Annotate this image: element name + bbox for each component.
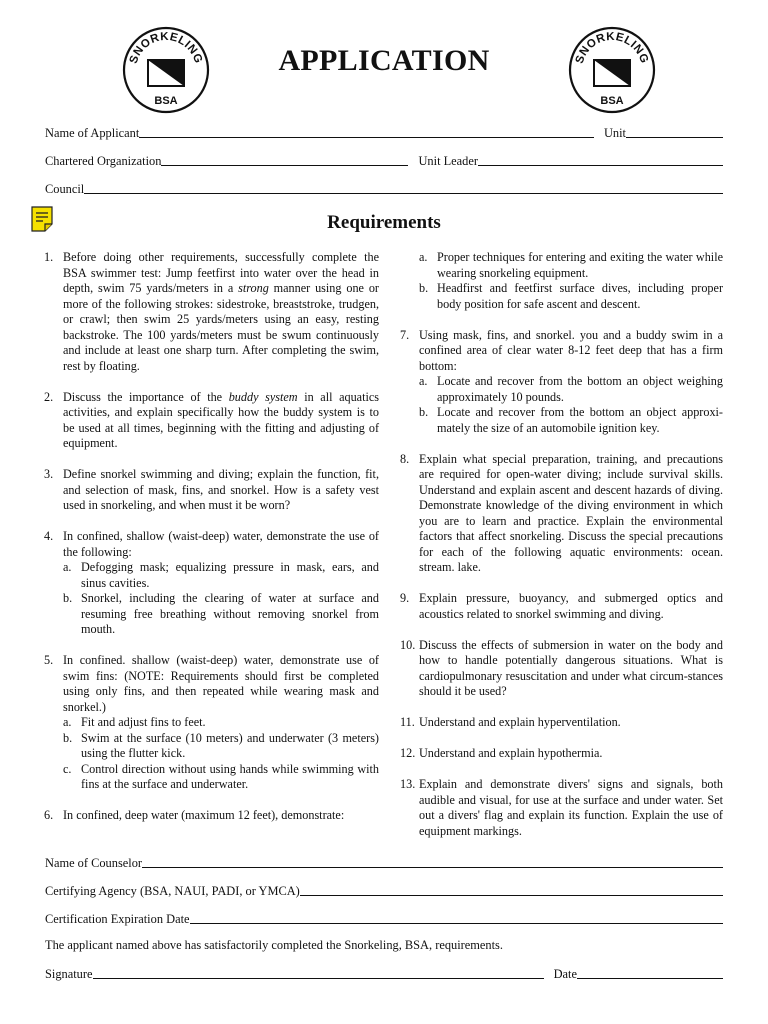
requirement-12: 12. Understand and explain hypothermia. bbox=[400, 746, 603, 760]
requirement-7a: a. Locate and recover from the bottom an object weighing approximately 10 pounds. bbox=[419, 374, 723, 404]
svg-text:SNORKELING: SNORKELING bbox=[127, 30, 205, 66]
requirement-13: 13. Explain and demonstrate divers' signs and signals, both audible and visual, for use at the surface and under water. Set out a divers' flag and explain its function. Explain the use of equipment markings. bbox=[400, 777, 723, 838]
requirement-7b: b. Locate and recover from the bottom an object approxi-mately the size of an automobile ignition key. bbox=[419, 405, 723, 435]
page-title: APPLICATION bbox=[278, 44, 490, 77]
name-of-applicant-label: Name of Applicant bbox=[45, 126, 140, 140]
certifying-agency-label: Certifying Agency (BSA, NAUI, PADI, or YMCA) bbox=[45, 884, 300, 898]
organization-row bbox=[45, 149, 723, 169]
requirement-5b: b. Swim at the surface (10 meters) and underwater (3 meters) using the flutter kick. bbox=[63, 730, 379, 760]
requirement-7: 7. Using mask, fins, and snorkel. you and a buddy swim in a confined area of clear water 8-12 feet deep that has a firm bottom: a. Locate and recover from the bottom an object weighing approximately 10 pounds. b. Locate and recover from the bottom an object approxi-mately the size of an automobile ignition key. bbox=[400, 327, 723, 435]
certification-expiration-field[interactable] bbox=[190, 923, 723, 924]
requirement-8: 8. Explain what special preparation, training, and precautions are required for open-water diving; include survival skills. Understand and explain ascent and descent hazards of diving. Demonstrate knowledge of the diving environment in which you are to learn and practice. Explain the environmental factors that affect snorkeling. Discuss the special precautions for each of the following aquatic environments: ocean. stream. lake. bbox=[400, 451, 723, 574]
name-of-applicant-field[interactable] bbox=[139, 137, 594, 138]
requirement-1: 1. Before doing other requirements, successfully complete the BSA swimmer test: Jump feetfirst into water over the head in depth, swim 75 yards/meters in a strong manner using one or more of the following strokes: sidestroke, breaststroke, trudgen, or crawl; then swim 25 yards/meters using an easy, resting backstroke. The 100 yards/meters must be swum continuously and include at least one sharp turn. After completing the swim, rest by floating. bbox=[44, 250, 379, 373]
requirement-5a: a. Fit and adjust fins to feet. bbox=[63, 715, 206, 729]
requirement-11: 11. Understand and explain hyperventilation. bbox=[400, 715, 621, 729]
unit-field[interactable] bbox=[626, 137, 723, 138]
certifying-agency-row bbox=[45, 879, 723, 899]
requirement-6: 6. In confined, deep water (maximum 12 feet), demonstrate: bbox=[44, 808, 345, 822]
svg-text:BSA: BSA bbox=[600, 95, 624, 107]
counselor-row bbox=[45, 851, 723, 871]
requirements-right-column bbox=[400, 250, 723, 839]
requirement-4b: b. Snorkel, including the clearing of water at surface and resuming free breathing without removing snorkel from mouth. bbox=[63, 591, 379, 636]
svg-text:SNORKELING: SNORKELING bbox=[573, 30, 651, 66]
requirements-heading: Requirements bbox=[327, 212, 441, 233]
council-field[interactable] bbox=[84, 193, 723, 194]
unit-leader-field[interactable] bbox=[478, 165, 723, 166]
requirement-6-continued bbox=[400, 250, 723, 312]
expiration-row bbox=[45, 907, 723, 927]
chartered-organization-field[interactable] bbox=[161, 165, 408, 166]
requirement-2: 2. Discuss the importance of the buddy system in all aquatics activities, and explain specifically how the buddy system is to be used at all times, beginning with the fitting and adjusting of equipment. bbox=[44, 389, 380, 450]
requirement-5c: c. Control direction without using hands while swimming with fins at the surface and underwater. bbox=[63, 761, 379, 791]
unit-label: Unit bbox=[603, 126, 626, 140]
signature-row bbox=[45, 962, 723, 982]
requirement-10: 10. Discuss the effects of submersion in water on the body and how to handle potentially dangerous situations. What is cardiopulmonary resuscitation and under what circum-stances should it be used? bbox=[400, 637, 723, 698]
requirement-5: 5. In confined. shallow (waist-deep) water, demonstrate use of swim fins: (NOTE: Requirements should first be completed using only fins, and then repeated while wearing mask and snorkel.) a. Fit and adjust fins to feet. b. Swim at the surface (10 meters) and underwater (3 meters) using the flutter kick. c. Control direction without using hands while swimming with fins at the surface and underwater. bbox=[44, 653, 379, 791]
name-of-counselor-field[interactable] bbox=[142, 867, 723, 868]
name-of-counselor-label: Name of Counselor bbox=[45, 856, 143, 870]
certification-expiration-label: Certification Expiration Date bbox=[45, 912, 190, 926]
council-row bbox=[45, 177, 723, 197]
council-label: Council bbox=[45, 182, 85, 196]
requirement-3: 3. Define snorkel swimming and diving; explain the function, fit, and selection of mask, fins, and snorkel. How is a safety vest used in snorkeling, and when must it be worn? bbox=[44, 467, 379, 512]
requirement-4a: a. Defogging mask; equalizing pressure in mask, ears, and sinus cavities. bbox=[63, 560, 379, 590]
completion-statement: The applicant named above has satisfactorily completed the Snorkeling, BSA, requirements. bbox=[45, 938, 503, 952]
chartered-organization-label: Chartered Organization bbox=[45, 154, 162, 168]
svg-text:BSA: BSA bbox=[154, 95, 178, 107]
signature-label: Signature bbox=[45, 967, 93, 981]
date-field[interactable] bbox=[577, 978, 723, 979]
requirement-9: 9. Explain pressure, buoyancy, and submerged optics and acoustics related to snorkel swimming and diving. bbox=[400, 591, 723, 621]
requirement-6a: a. Proper techniques for entering and exiting the water while wearing snorkeling equipment. bbox=[419, 250, 723, 280]
certifying-agency-field[interactable] bbox=[300, 895, 723, 896]
signature-field[interactable] bbox=[93, 978, 544, 979]
requirements-left-column bbox=[44, 250, 379, 824]
date-label: Date bbox=[553, 967, 577, 981]
applicant-row bbox=[45, 121, 723, 141]
requirement-4: 4. In confined, shallow (waist-deep) water, demonstrate the use of the following: a. Defogging mask; equalizing pressure in mask, ears, and sinus cavities. b. Snorkel, including the clearing of water at surface and resuming free breathing without removing snorkel from mouth. bbox=[44, 529, 379, 636]
requirement-6b: b. Headfirst and feetfirst surface dives, including proper body position for safe ascent and descent. bbox=[419, 281, 723, 311]
unit-leader-label: Unit Leader bbox=[418, 154, 478, 168]
